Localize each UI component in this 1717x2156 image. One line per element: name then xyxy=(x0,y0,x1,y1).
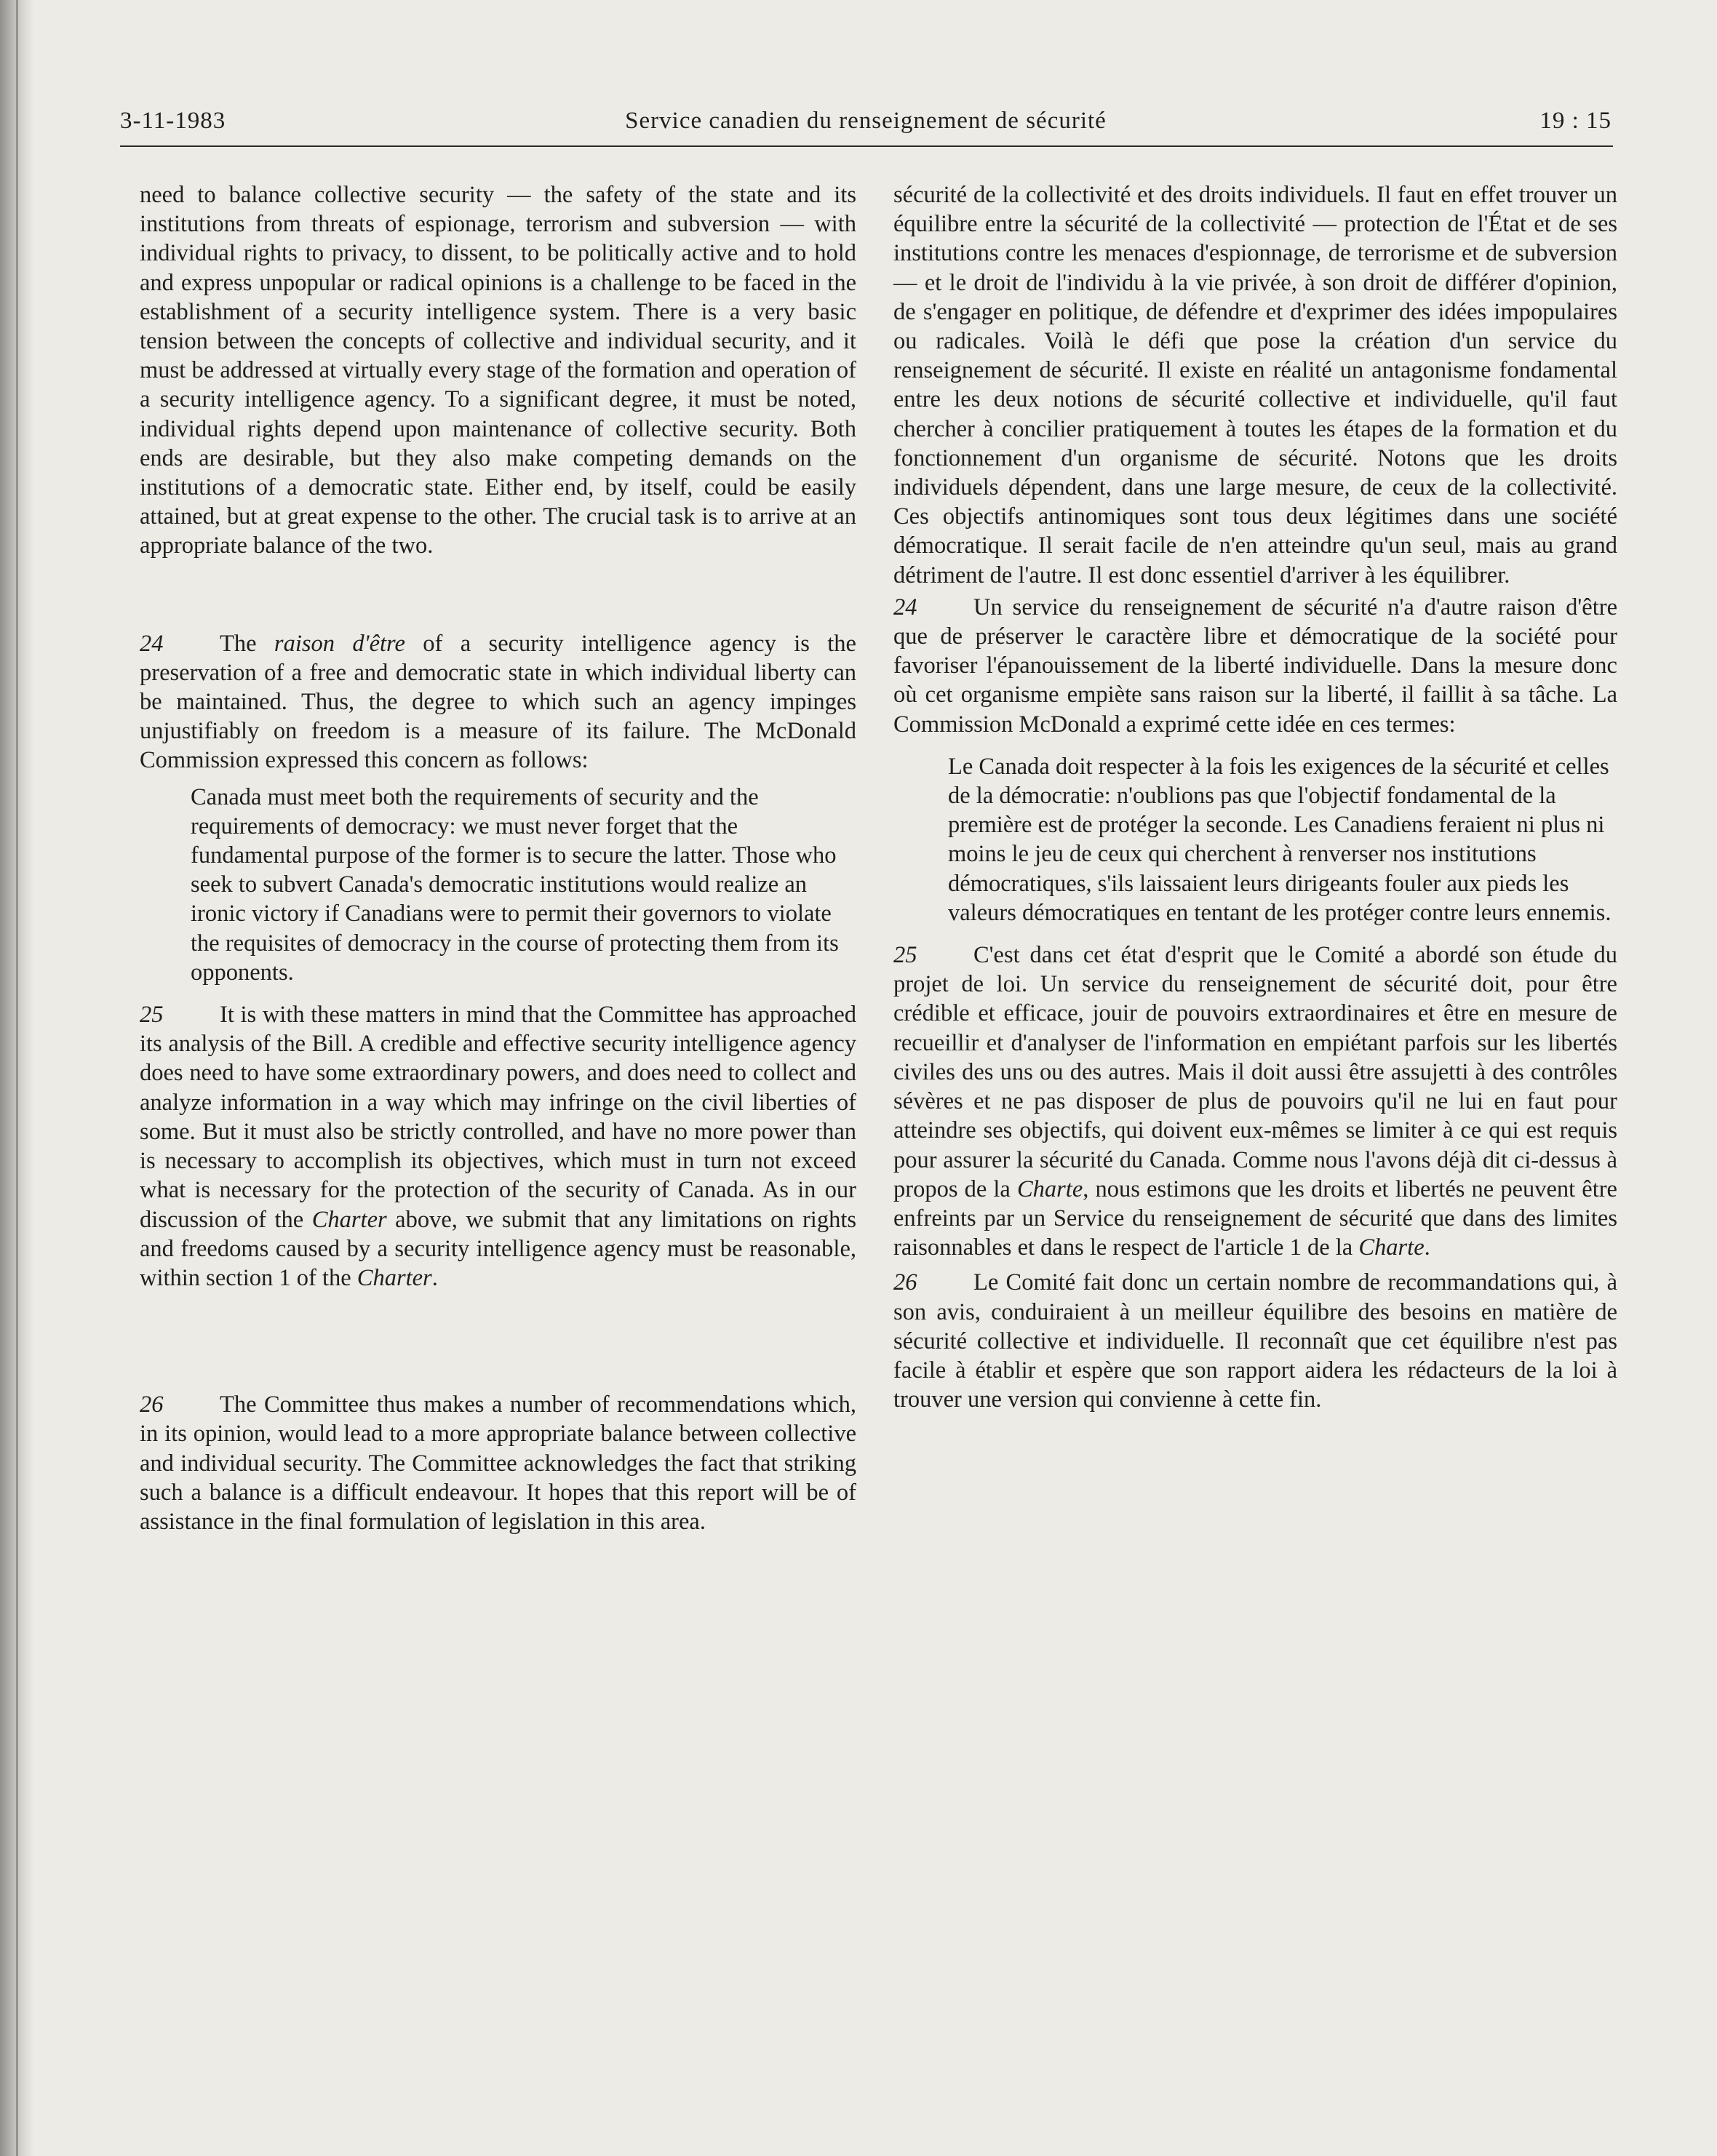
mcdonald-quote-fr: Le Canada doit respecter à la fois les exigences de la sécurité et celles de la démocratie: n'oublions pas que l'objectif fondamental de la première est de protéger la seconde. Les Canadiens feraient ni plus ni moins le jeu de ceux qui cherchent à renverser nos institutions démocratiques, s'ils laissaient leurs dirigeants fouler aux pieds les valeurs démocratiques en tentant de les protéger contre leurs ennemis. xyxy=(948,753,1612,926)
mcdonald-quote-en: Canada must meet both the requirements of security and the requirements of democracy: we must never forget that the fundamental purpose of the former is to secure the latter. Those who seek to subvert Canada's democratic institutions would realize an ironic victory if Canadians were to permit their governors to violate the requisites of democracy in the course of protecting them from its opponents. xyxy=(191,783,839,986)
header-rule xyxy=(120,145,1613,147)
header-date: 3-11-1983 xyxy=(120,108,226,134)
french-column xyxy=(893,180,1617,1414)
paragraph-intro-fr: sécurité de la collectivité et des droits individuels. Il faut en effet trouver un équilibre entre la sécurité de la collectivité — protection de l'État et de ses institutions contre les menaces d'espionnage, de terrorisme et de subversion — et le droit de l'individu à la vie privée, à son droit de différer d'opinion, de s'engager en politique, de défendre et d'exprimer des idées impopulaires ou radicales. Voilà le défi que pose la création d'un service du renseignement de sécurité. Il existe en réalité un antagonisme fondamental entre les deux notions de sécurité collective et individuelle, qu'il faut chercher à concilier pratiquement à toutes les étapes de la formation et du fonctionnement d'un organisme de sécurité. Notons que les droits individuels dépendent, dans une large mesure, de ceux de la collectivité. Ces objectifs antinomiques sont tous deux légitimes dans une société démocratique. Il serait facile de n'en atteindre qu'un seul, mais au grand détriment de l'autre. Il est donc essentiel d'arriver à les équilibrer. xyxy=(893,182,1617,588)
english-column xyxy=(140,180,856,1536)
header-page-number: 19 : 15 xyxy=(1539,108,1612,134)
paragraph-number: 26 xyxy=(140,1392,164,1418)
paragraph-number: 25 xyxy=(140,1002,164,1029)
paragraph-25-fr: 25 C'est dans cet état d'esprit que le Comité a abordé son étude du projet de loi. Un service du renseignement de sécurité doit, pour être crédible et efficace, jouir de pouvoirs extraordinaires et être en mesure de recueillir et d'analyser de l'information en empiétant parfois sur les libertés civiles des uns ou des autres. Mais il doit aussi être assujetti à des contrôles sévères et ne pas disposer de plus de pouvoirs qu'il ne lui en faut pour atteindre ses objectifs, qui doivent eux-mêmes se limiter à ce qui est requis pour assurer la sécurité du Canada. Comme nous l'avons déjà dit ci-dessus à propos de la Charte, nous estimons que les droits et libertés ne peuvent être enfreints par un Service du renseignement de sécurité que dans des limites raisonnables et dans le respect de l'article 1 de la Charte. xyxy=(893,942,1617,1261)
paragraph-number: 24 xyxy=(140,630,164,657)
paragraph-24-en: 24 The raison d'être of a security intelligence agency is the preservation of a free and democratic state in which individual liberty can be maintained. Thus, the degree to which such an agency impinges unjustifiably on freedom is a measure of its failure. The McDonald Commission expressed this concern as follows: xyxy=(140,630,856,774)
paragraph-26-en: 26 The Committee thus makes a number of recommendations which, in its opinion, would lead to a more appropriate balance between collective and individual security. The Committee acknowledges the fact that striking such a balance is a difficult endeavour. It hopes that this report will be of assistance in the final formulation of legislation in this area. xyxy=(140,1392,856,1535)
paragraph-25-en: 25 It is with these matters in mind that the Committee has approached its analysis of the Bill. A credible and effective security intelligence agency does need to have some extraordinary powers, and does need to collect and analyze information in a way which may infringe on the civil liberties of some. But it must also be strictly controlled, and have no more power than is necessary to accomplish its objectives, which must in turn not exceed what is necessary for the protection of the security of Canada. As in our discussion of the Charter above, we submit that any limitations on rights and freedoms caused by a security intelligence agency must be reasonable, within section 1 of the Charter. xyxy=(140,1002,856,1291)
paragraph-26-fr: 26 Le Comité fait donc un certain nombre de recommandations qui, à son avis, conduiraient à un meilleur équilibre des besoins en matière de sécurité collective et individuelle. Il reconnaît que cet équilibre n'est pas facile à établir et espère que son rapport aidera les rédacteurs de la loi à trouver une version qui convienne à cette fin. xyxy=(893,1269,1617,1413)
paragraph-intro-en: need to balance collective security — the safety of the state and its institutions from threats of espionage, terrorism and subversion — with individual rights to privacy, to dissent, to be politically active and to hold and express unpopular or radical opinions is a challenge to be faced in the establishment of a security intelligence system. There is a very basic tension between the concepts of collective and individual security, and it must be addressed at virtually every stage of the formation and operation of a security intelligence agency. To a significant degree, it must be noted, individual rights depend upon maintenance of collective security. Both ends are desirable, but they also make competing demands on the institutions of a democratic state. Either end, by itself, could be easily attained, but at great expense to the other. The crucial task is to arrive at an appropriate balance of the two. xyxy=(140,182,856,559)
paragraph-number: 24 xyxy=(893,594,917,620)
paragraph-number: 25 xyxy=(893,942,917,969)
running-header xyxy=(120,108,1612,151)
paragraph-number: 26 xyxy=(893,1269,917,1296)
header-title: Service canadien du renseignement de sécurité xyxy=(625,108,1107,134)
binding-line xyxy=(16,0,18,2156)
paragraph-24-fr: 24 Un service du renseignement de sécurité n'a d'autre raison d'être que de préserver le caractère libre et démocratique de la société pour favoriser l'épanouissement de la liberté individuelle. Dans la mesure donc où cet organisme empiète sans raison sur la liberté, il faillit à sa tâche. La Commission McDonald a exprimé cette idée en ces termes: xyxy=(893,594,1617,738)
